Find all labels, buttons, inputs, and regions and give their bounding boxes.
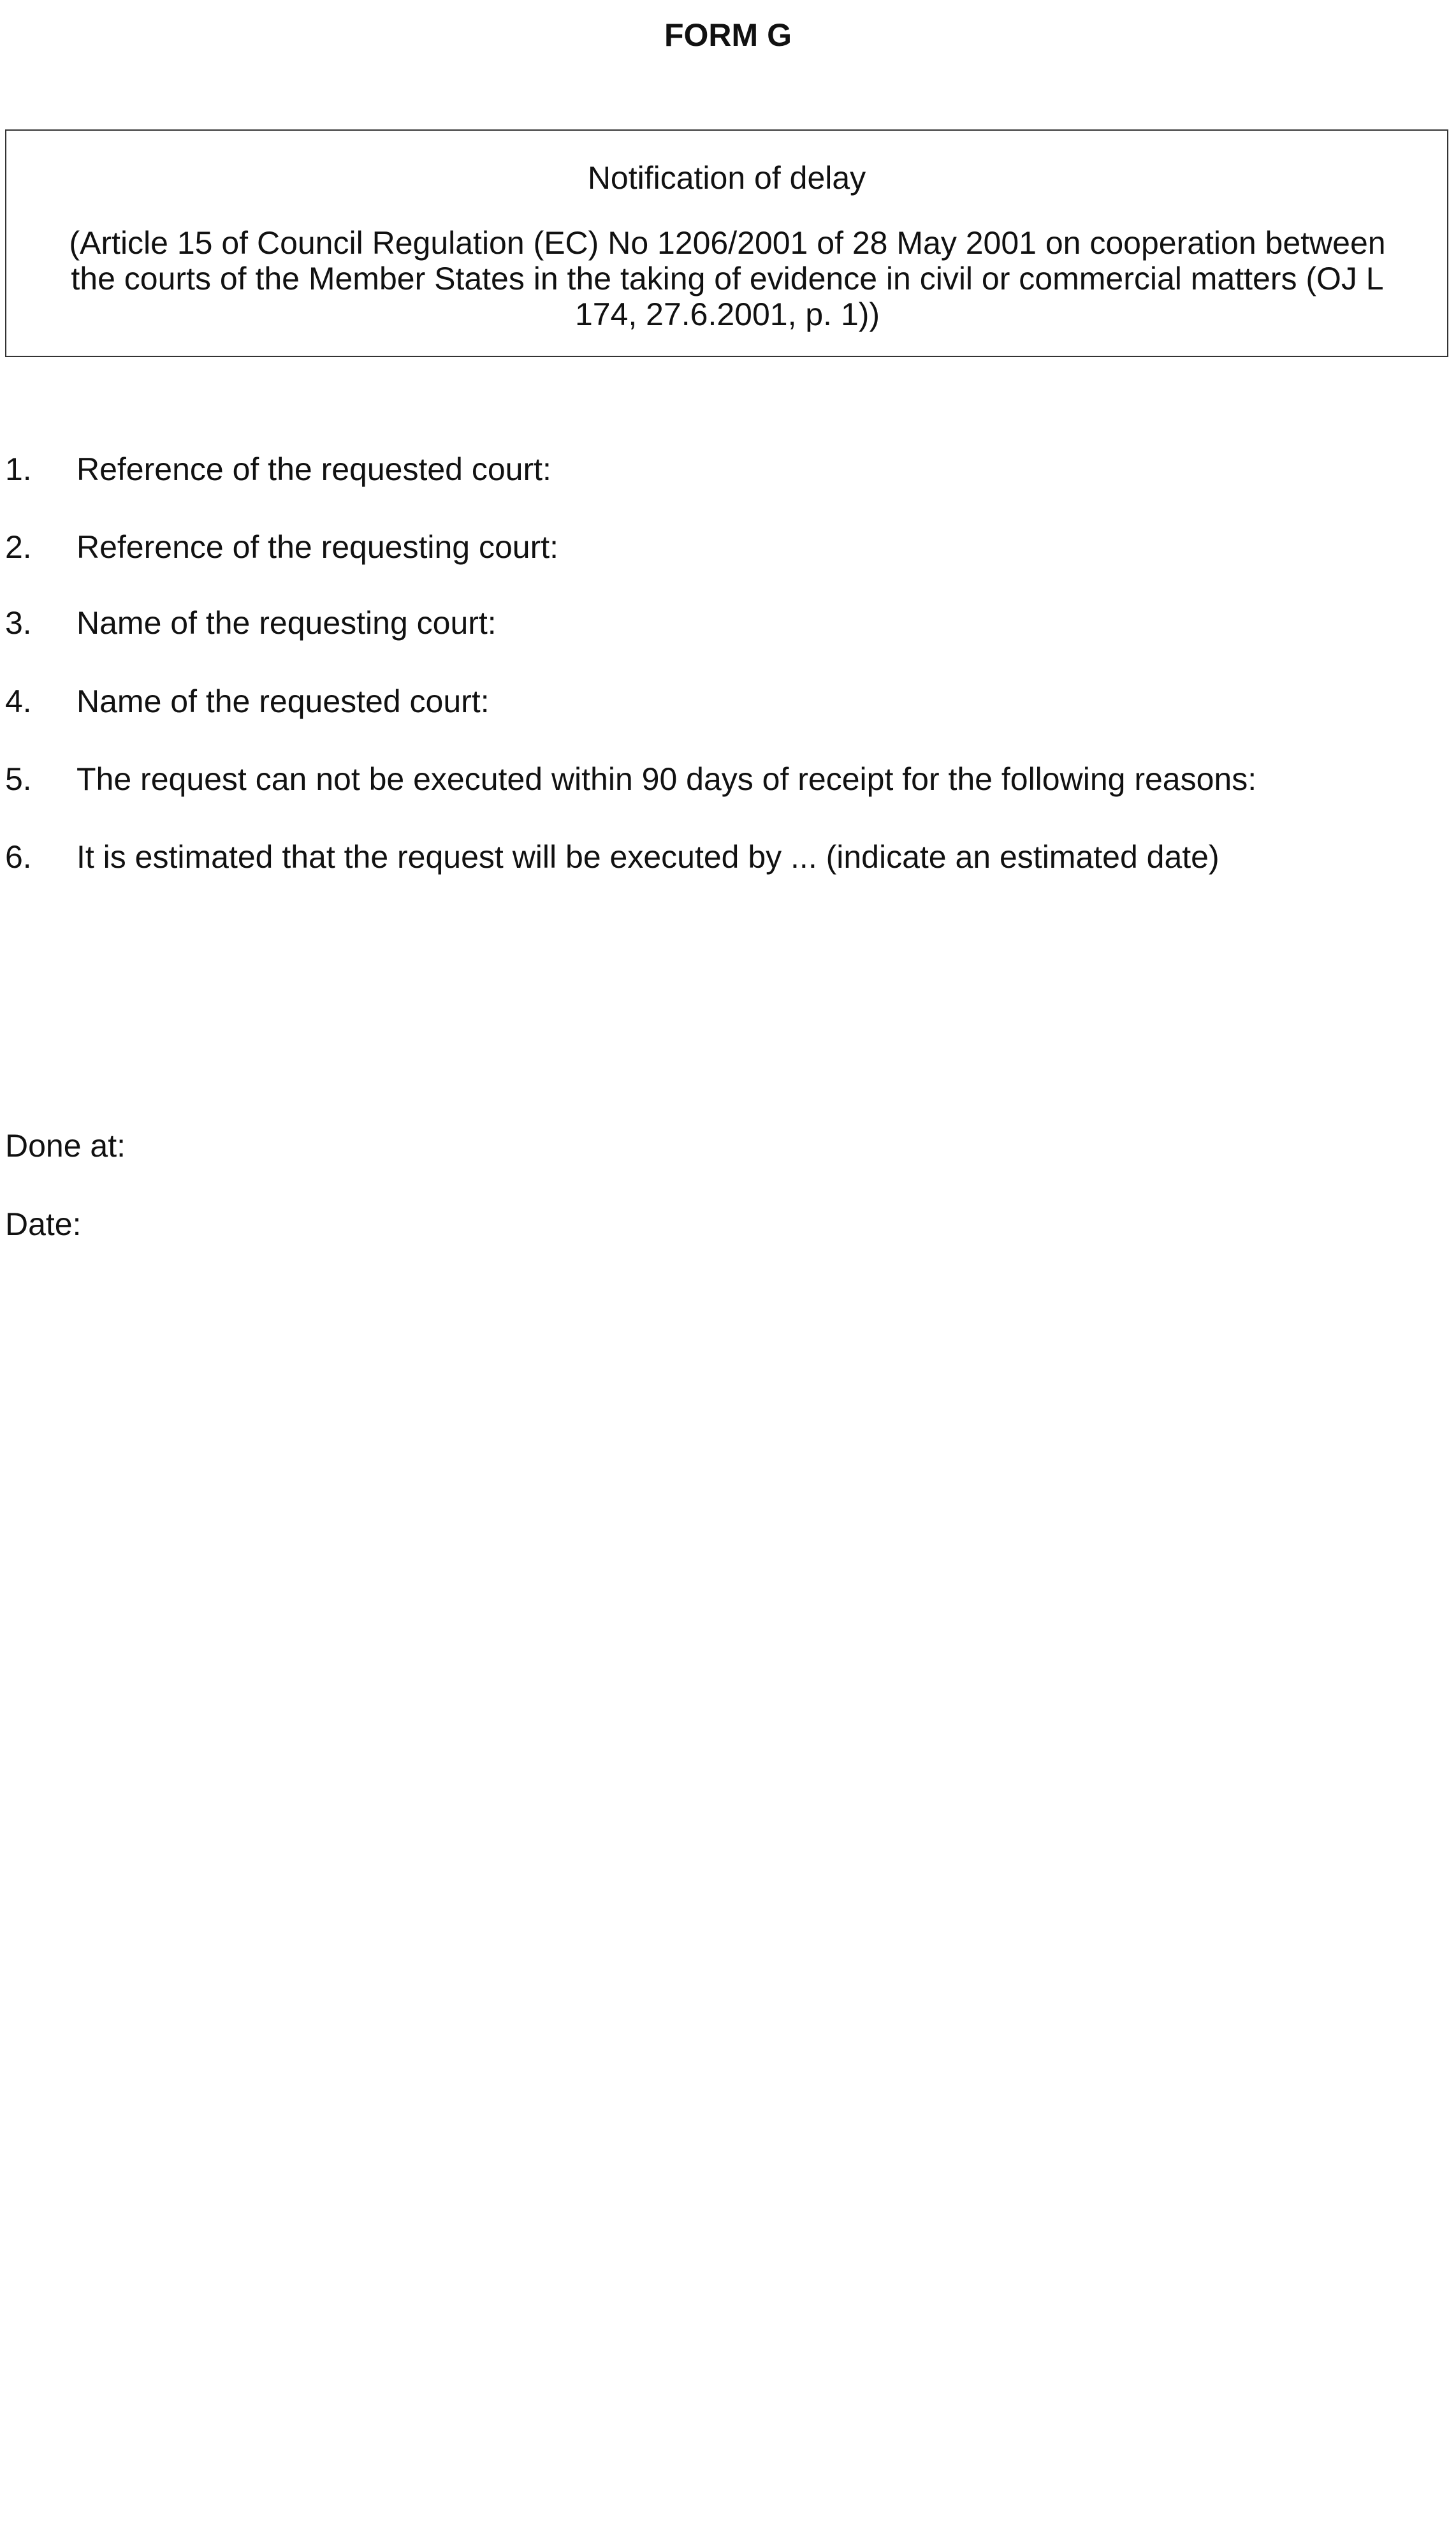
item-label-delay-reasons: The request can not be executed within 90 days of receipt for the following reasons:	[76, 761, 1257, 797]
header-box	[5, 129, 1448, 357]
item-number: 4.	[5, 684, 32, 719]
item-label-requested-court-reference: Reference of the requested court:	[76, 451, 551, 487]
item-number: 3.	[5, 605, 32, 641]
item-label-requesting-court-reference: Reference of the requesting court:	[76, 529, 559, 565]
item-number: 5.	[5, 761, 32, 797]
item-label-estimated-date: It is estimated that the request will be executed by ... (indicate an estimated date)	[76, 839, 1219, 875]
item-label-requesting-court-name: Name of the requesting court:	[76, 605, 497, 641]
item-label-requested-court-name: Name of the requested court:	[76, 684, 490, 719]
notification-title: Notification of delay	[587, 160, 866, 196]
done-at-label: Done at:	[5, 1128, 126, 1164]
item-number: 1.	[5, 451, 32, 487]
item-number: 2.	[5, 529, 32, 565]
regulation-reference: (Article 15 of Council Regulation (EC) No 1206/2001 of 28 May 2001 on cooperation between the courts of the Member States in the taking of evidence in civil or commercial matters (OJ L 174, 27.6.2001, p. 1))	[69, 225, 1386, 332]
item-number: 6.	[5, 839, 32, 875]
form-title: FORM G	[664, 17, 792, 53]
date-label: Date:	[5, 1206, 82, 1242]
